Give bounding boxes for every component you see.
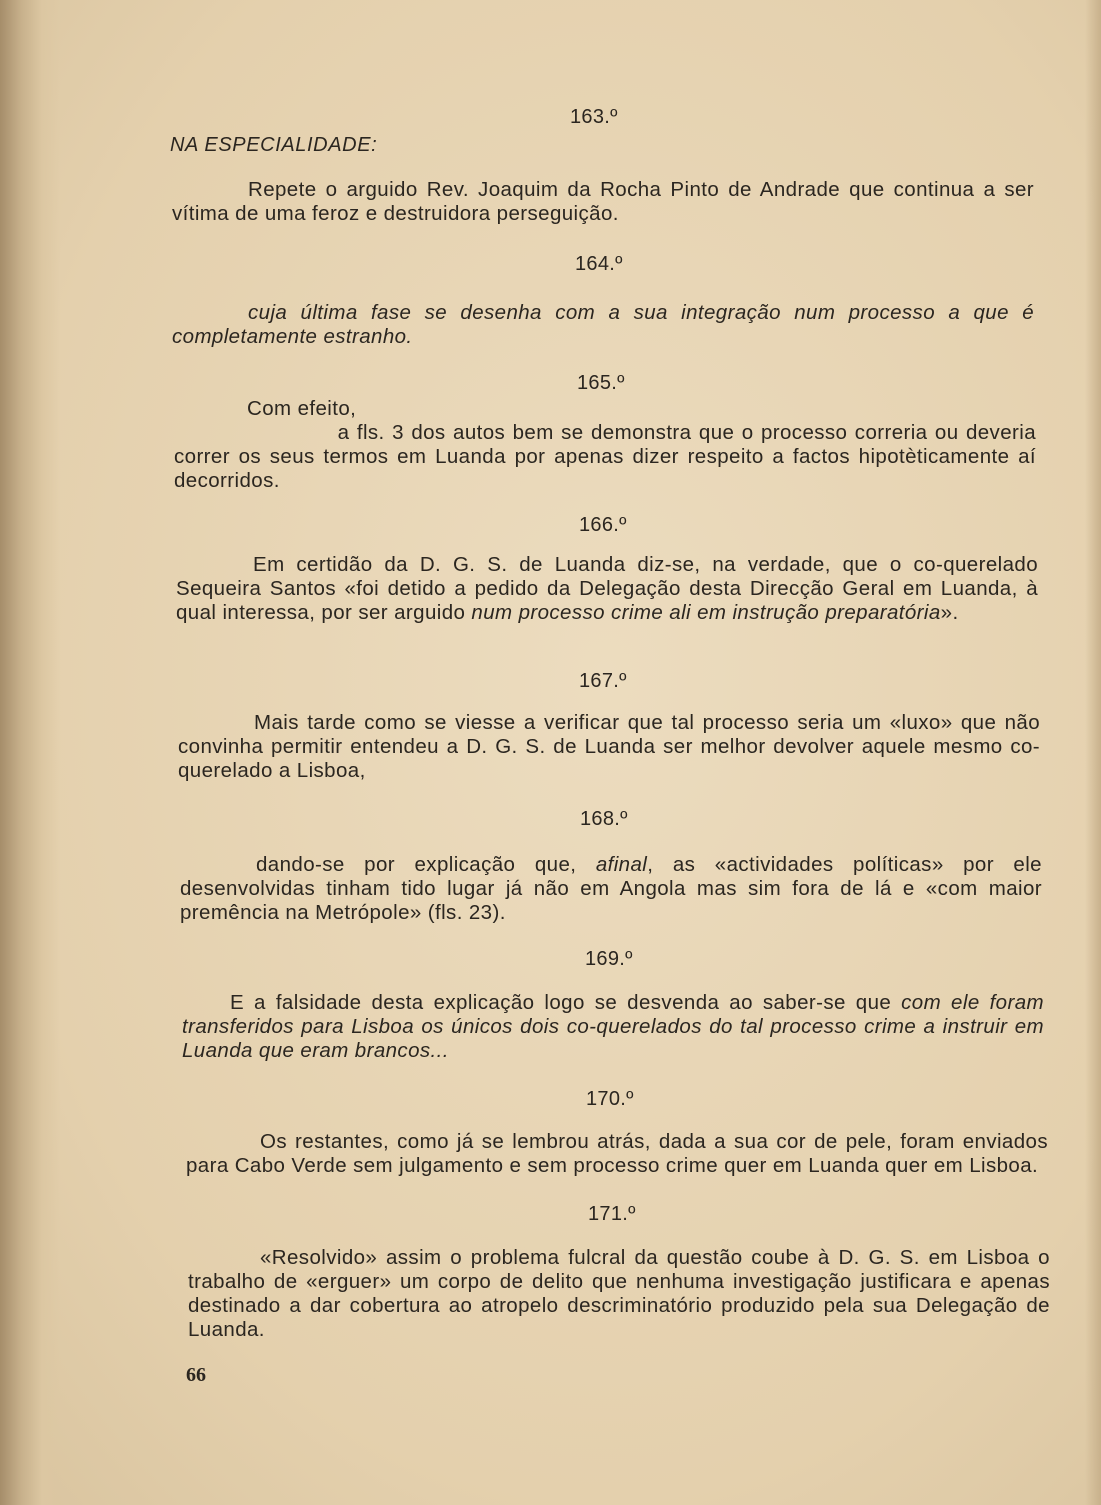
- article-text: Em certidão da D. G. S. de Luanda diz-se, na verdade, que o co-querelado Sequeira Santos «foi detido a pedido da Delegação desta Direcção Geral em Luanda, à qual interessa, por ser arguido num processo crime ali em instrução preparatória».: [176, 553, 1038, 624]
- article-text: cuja última fase se desenha com a sua integração num processo a que é completamente estranho.: [172, 301, 1034, 348]
- article-number: 168.º: [580, 808, 628, 830]
- article-text: dando-se por explicação que, afinal, as «actividades políticas» por ele desenvolvidas tinham tido lugar já não em Angola mas sim fora de lá e «com maior premência na Metrópole» (fls. 23).: [180, 853, 1042, 924]
- section-heading: NA ESPECIALIDADE:: [170, 134, 378, 156]
- article-text: Com efeito, a fls. 3 dos autos bem se demonstra que o processo correria ou deveria correr os seus termos em Luanda por apenas dizer respeito a factos hipotèticamente aí decorridos.: [174, 397, 1036, 492]
- article-text: E a falsidade desta explicação logo se desvenda ao saber-se que com ele foram transferidos para Lisboa os únicos dois co-querelados do tal processo crime a instruir em Luanda que eram brancos...: [182, 991, 1044, 1062]
- article-text: «Resolvido» assim o problema fulcral da questão coube à D. G. S. em Lisboa o trabalho de «erguer» um corpo de delito que nenhuma investigação justificara e apenas destinado a dar cobertura ao atropelo descriminatório produzido pela sua Delegação de Luanda.: [188, 1246, 1050, 1341]
- article-text: Repete o arguido Rev. Joaquim da Rocha Pinto de Andrade que continua a ser vítima de uma feroz e destruidora perseguição.: [172, 178, 1034, 225]
- article-number: 171.º: [588, 1203, 636, 1225]
- article-number: 166.º: [579, 514, 627, 536]
- article-number: 163.º: [570, 106, 618, 128]
- book-gutter-shadow: [0, 0, 60, 1505]
- page-edge-shadow: [1085, 0, 1101, 1505]
- article-number: 167.º: [579, 670, 627, 692]
- page-number: 66: [186, 1364, 206, 1386]
- article-text: Os restantes, como já se lembrou atrás, dada a sua cor de pele, foram enviados para Cabo Verde sem julgamento e sem processo crime quer em Luanda quer em Lisboa.: [186, 1130, 1048, 1177]
- article-number: 165.º: [577, 372, 625, 394]
- article-number: 169.º: [585, 948, 633, 970]
- article-text: Mais tarde como se viesse a verificar que tal processo seria um «luxo» que não convinha permitir entendeu a D. G. S. de Luanda ser melhor devolver aquele mesmo co-querelado a Lisboa,: [178, 711, 1040, 782]
- article-number: 170.º: [586, 1088, 634, 1110]
- article-number: 164.º: [575, 253, 623, 275]
